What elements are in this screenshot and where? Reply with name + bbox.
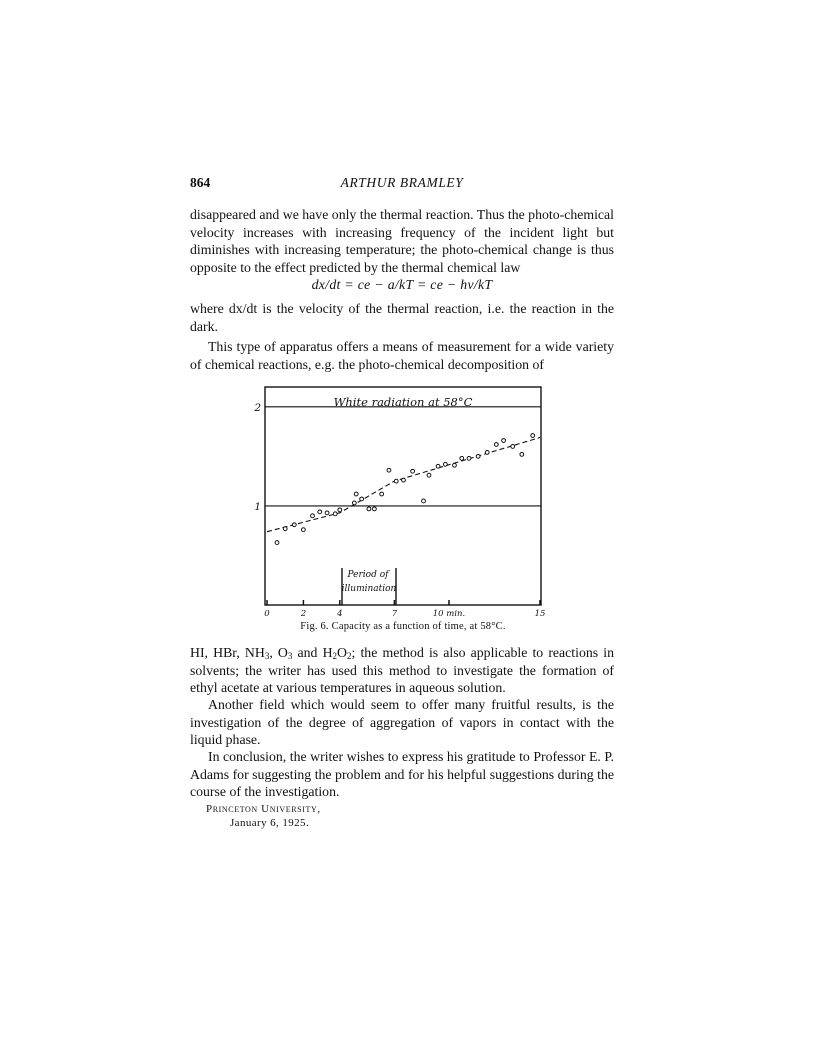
data-point — [427, 473, 431, 477]
y-tick-label: 2 — [254, 401, 261, 414]
page-header — [190, 175, 614, 195]
data-point — [402, 478, 406, 482]
x-tick-label: 7 — [391, 609, 398, 619]
x-tick-label: 15 — [534, 609, 546, 619]
data-point — [311, 514, 315, 518]
illumination-marker — [342, 568, 397, 605]
data-point — [411, 469, 415, 473]
x-tick-label: 4 — [337, 609, 343, 619]
data-point — [467, 456, 471, 460]
data-point — [394, 479, 398, 483]
data-point — [354, 492, 358, 496]
figure-caption: Fig. 6. Capacity as a function of time, at 58°C. — [300, 621, 506, 632]
page-number: 864 — [190, 175, 211, 190]
paragraph-reactions: HI, HBr, $NH_3$, $O_3$ and $H_2O_2$; the method is also applicable to reactions in solvents; the writer has used this method to investigate the formation of ethyl acetate at various temperatures in aqueous solution. — [190, 645, 614, 696]
thermal-law-equation: dx/dt = ce − a/kT = ce − hν/kT — [311, 277, 493, 292]
illumination-label-line1: Period of — [347, 570, 389, 580]
data-point — [338, 508, 342, 512]
paragraph-apparatus: This type of apparatus offers a means of measurement for a wide variety of chemical reactions, e.g. the photo-chemical decomposition of — [190, 339, 614, 372]
data-point — [494, 443, 498, 447]
x-tick-label: 10 min. — [432, 609, 466, 619]
data-point — [531, 434, 535, 438]
data-point — [436, 464, 440, 468]
illumination-label-line2: illumination — [341, 584, 397, 594]
trend-line — [267, 438, 540, 532]
data-point — [476, 454, 480, 458]
data-point — [443, 462, 447, 466]
data-point — [292, 523, 296, 527]
data-point — [422, 499, 426, 503]
data-point — [302, 528, 306, 532]
data-point — [520, 452, 524, 456]
data-point — [372, 507, 376, 511]
data-point — [511, 445, 515, 449]
data-point — [453, 463, 457, 467]
data-point — [502, 439, 506, 443]
paragraph-aggregation: Another field which would seem to offer many fruitful results, is the investigation of the degree of aggregation of vapors in contact with the liquid phase. — [190, 697, 614, 748]
running-head: ARTHUR BRAMLEY — [340, 175, 464, 190]
data-point — [460, 456, 464, 460]
paragraph-acknowledgement: In conclusion, the writer wishes to express his gratitude to Professor E. P. Adams for suggesting the problem and for his helpful suggestions during the course of the investigation. — [190, 749, 614, 800]
data-point — [318, 510, 322, 514]
data-point — [360, 497, 364, 501]
capacity-time-chart — [248, 382, 558, 622]
figure-6 — [248, 382, 558, 634]
data-point — [485, 451, 489, 455]
data-point — [325, 511, 329, 515]
data-point — [380, 492, 384, 496]
signature-date: January 6, 1925. — [230, 817, 310, 829]
data-point — [387, 468, 391, 472]
data-point — [367, 507, 371, 511]
data-point — [333, 512, 337, 516]
data-point — [283, 527, 287, 531]
data-point — [352, 501, 356, 505]
x-tick-label: 2 — [300, 609, 307, 619]
y-tick-label: 1 — [254, 500, 261, 513]
x-tick-label: 0 — [264, 609, 270, 619]
paragraph-velocity-definition: where dx/dt is the velocity of the thermal reaction, i.e. the reaction in the dark. — [190, 301, 614, 334]
chart-title: White radiation at 58°C — [333, 395, 473, 409]
paragraph-thermal-reaction: disappeared and we have only the thermal reaction. Thus the photo-chemical velocity increases with increasing frequency of the incident light but diminishes with increasing temperature; the photo-chemical change is thus opposite to the effect predicted by the thermal chemical law — [190, 207, 614, 275]
signature-affiliation: Princeton University, — [206, 803, 321, 815]
plot-frame — [265, 387, 541, 605]
data-point — [275, 541, 279, 545]
